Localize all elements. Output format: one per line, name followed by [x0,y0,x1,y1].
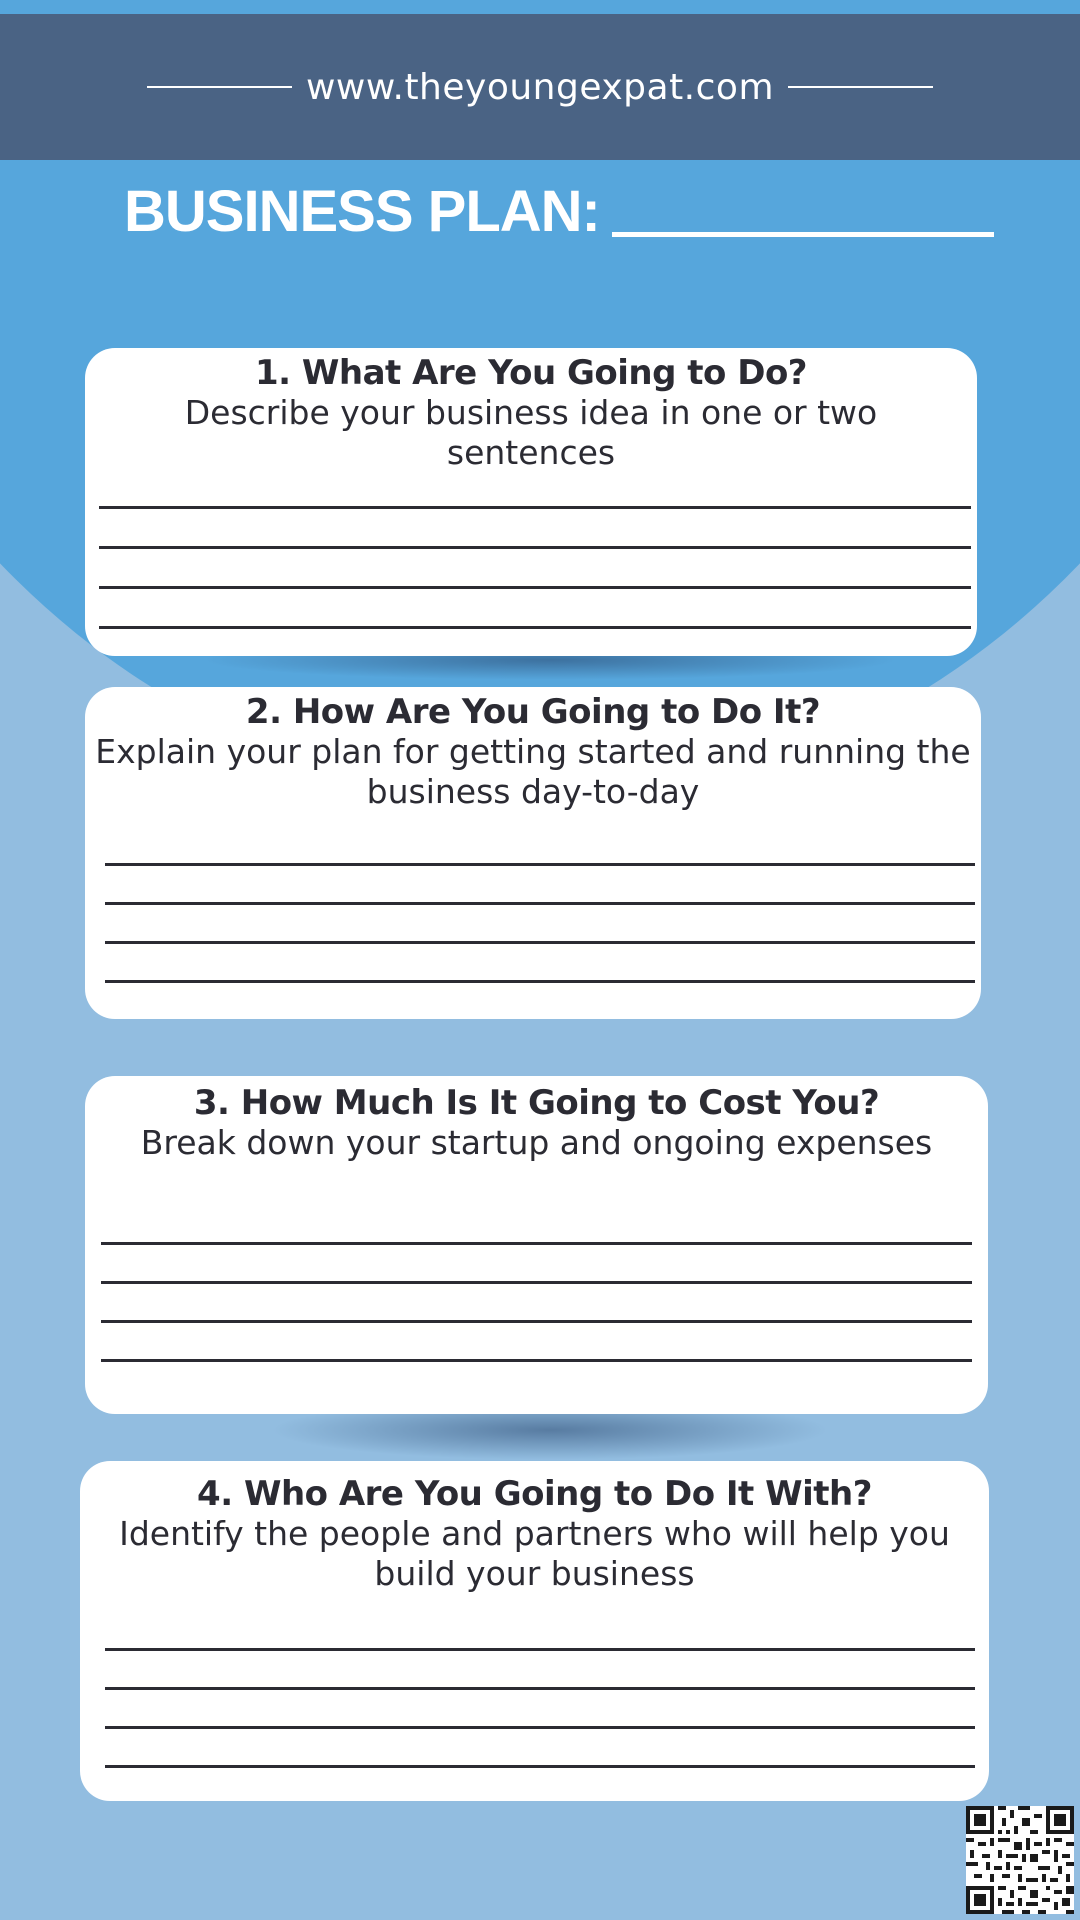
write-line[interactable] [99,626,971,629]
write-line[interactable] [105,941,975,944]
section-card-1 [85,348,977,656]
top-strip [0,0,1080,14]
write-line[interactable] [101,1320,972,1323]
write-line[interactable] [105,863,975,866]
write-line[interactable] [105,980,975,983]
write-line[interactable] [105,1687,975,1690]
write-lines[interactable] [105,863,975,1019]
write-line[interactable] [101,1281,972,1284]
header-rule-right [788,86,933,88]
write-lines[interactable] [101,1242,972,1398]
write-line[interactable] [105,902,975,905]
section-description: Describe your business idea in one or two sentences [184,393,878,472]
section-card-4 [80,1461,989,1801]
section-card-3 [85,1076,988,1414]
section-heading: 3. How Much Is It Going to Cost You? [193,1083,880,1123]
site-url[interactable]: www.theyoungexpat.com [305,66,775,108]
qr-code-icon[interactable] [966,1806,1074,1914]
write-line[interactable] [105,1765,975,1768]
write-line[interactable] [105,1648,975,1651]
section-card-2 [85,687,981,1019]
section-heading: 4. Who Are You Going to Do It With? [197,1474,872,1514]
write-line[interactable] [101,1359,972,1362]
section-description: Identify the people and partners who will help you build your business [119,1514,950,1593]
write-lines[interactable] [105,1648,975,1804]
title-blank-line[interactable] [612,232,994,237]
write-line[interactable] [99,546,971,549]
header-band [0,14,1080,160]
section-heading: 1. What Are You Going to Do? [254,353,808,393]
write-line[interactable] [99,506,971,509]
write-line[interactable] [99,586,971,589]
write-lines[interactable] [99,506,971,665]
write-line[interactable] [101,1242,972,1245]
section-description: Explain your plan for getting started and running the business day-to-day [95,732,971,811]
section-heading: 2. How Are You Going to Do It? [245,692,821,732]
title-row [124,175,994,245]
write-line[interactable] [105,1726,975,1729]
header-rule-left [147,86,292,88]
page-title: BUSINESS PLAN: [124,179,600,244]
section-description: Break down your startup and ongoing expenses [140,1123,933,1162]
